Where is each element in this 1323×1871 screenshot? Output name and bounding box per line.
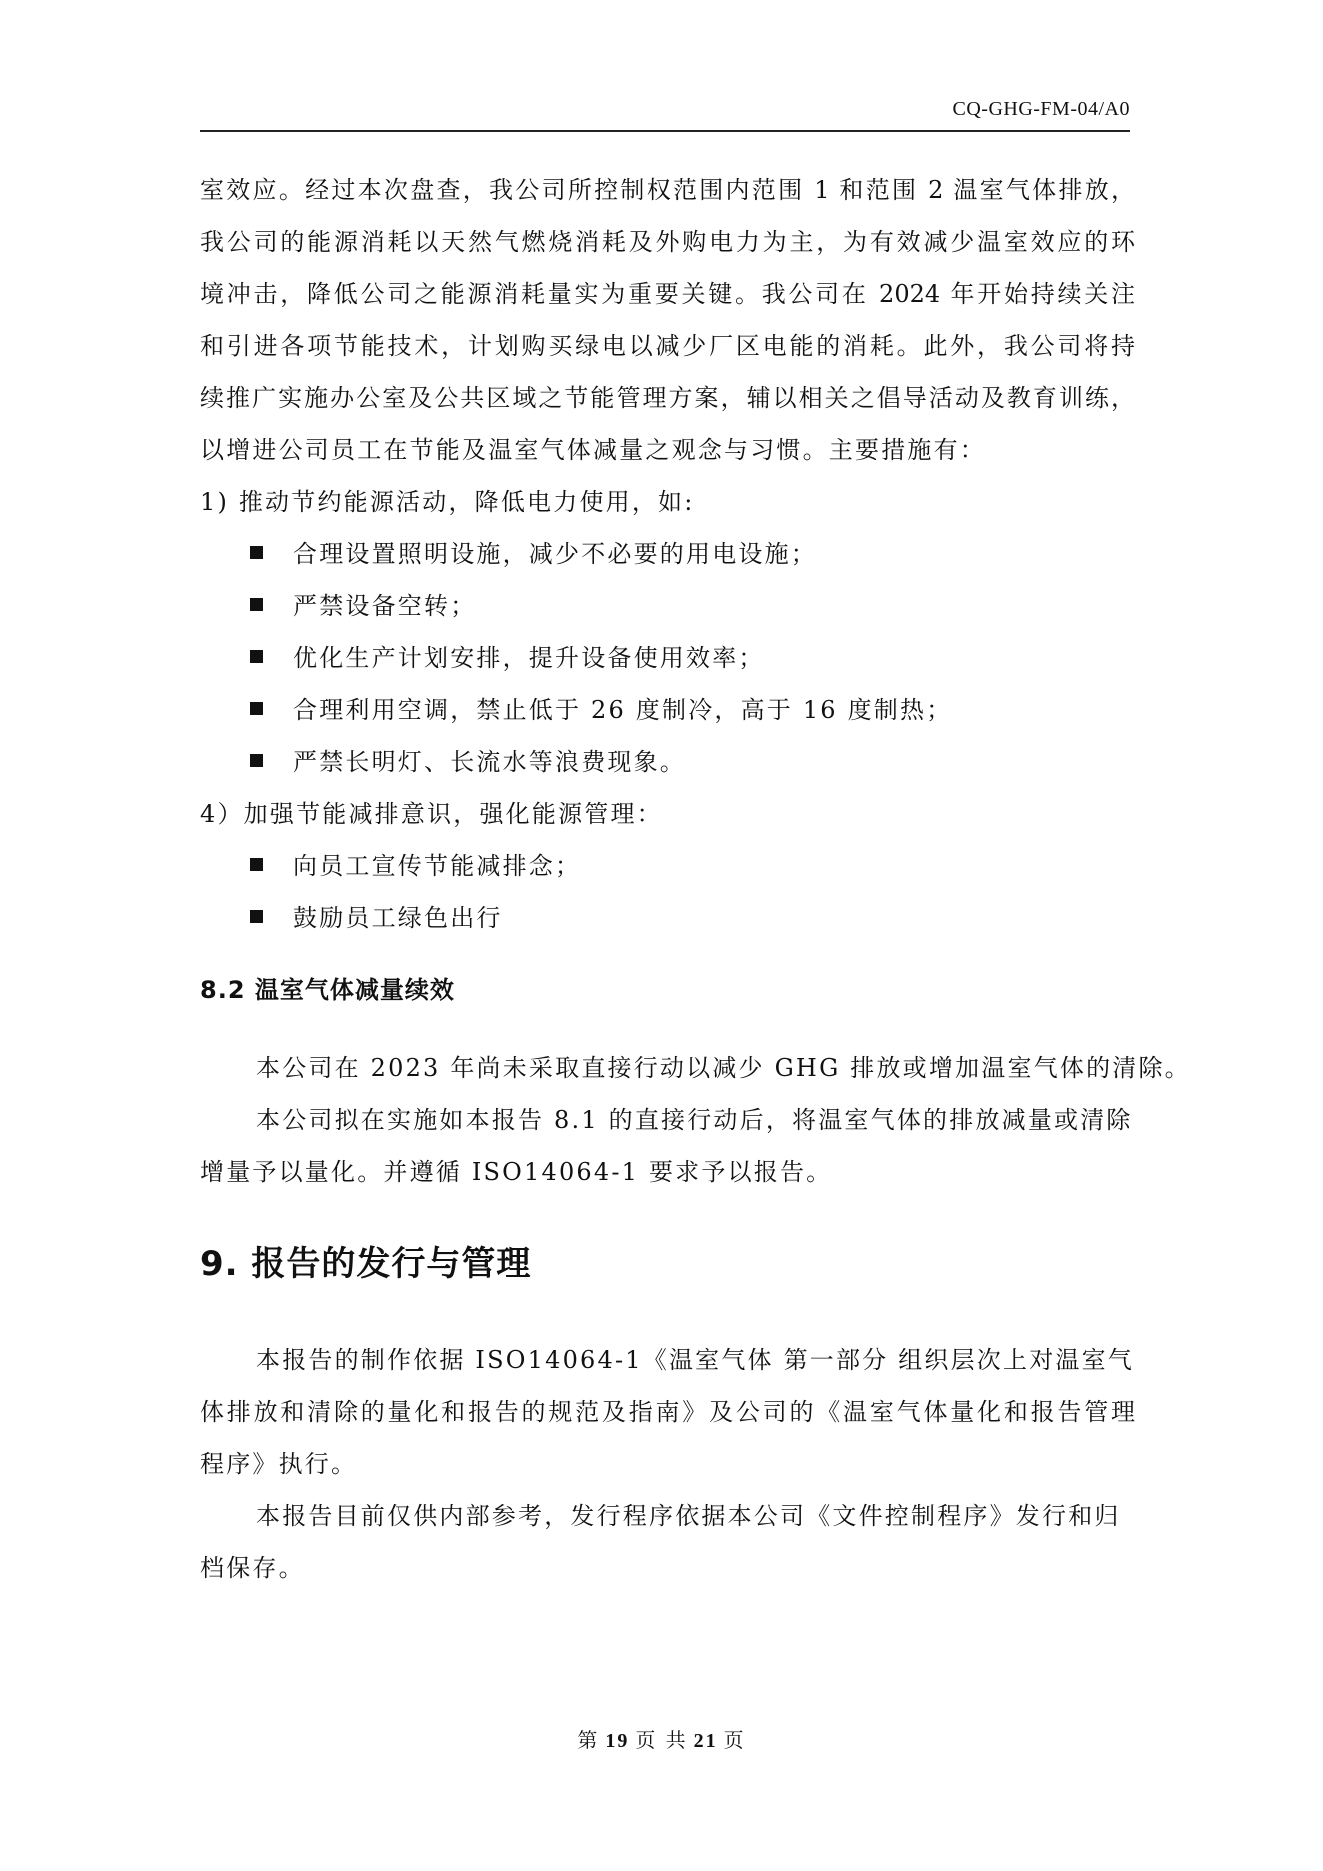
document-code: CQ-GHG-FM-04/A0	[952, 98, 1130, 120]
current-page-number: 19	[605, 1730, 630, 1752]
section-8-2-paragraph: 增量予以量化。并遵循 ISO14064-1 要求予以报告。	[200, 1158, 833, 1186]
section-9-paragraph: 本报告的制作依据 ISO14064-1《温室气体 第一部分 组织层次上对温室气	[256, 1346, 1135, 1374]
measure-1-title: 1) 推动节约能源活动，降低电力使用，如:	[200, 488, 695, 516]
intro-line: 和引进各项节能技术，计划购买绿电以减少厂区电能的消耗。此外，我公司将持	[200, 332, 1135, 360]
section-9-paragraph: 体排放和清除的量化和报告的规范及指南》及公司的《温室气体量化和报告管理	[200, 1398, 1135, 1426]
measure-1-item: 严禁设备空转；	[200, 580, 1135, 632]
square-bullet-icon	[250, 754, 263, 767]
document-code-header	[200, 98, 1130, 132]
measure-4-title: 4）加强节能减排意识，强化能源管理：	[200, 800, 663, 828]
square-bullet-icon	[250, 702, 263, 715]
square-bullet-icon	[250, 546, 263, 559]
measure-4-item: 鼓励员工绿色出行	[200, 892, 1135, 944]
section-8-2-heading: 8.2 温室气体减量续效	[200, 976, 455, 1004]
measure-4-item: 向员工宣传节能减排念；	[200, 840, 1135, 892]
square-bullet-icon	[250, 598, 263, 611]
measure-1-item: 严禁长明灯、长流水等浪费现象。	[200, 736, 1135, 788]
section-9-paragraph: 程序》执行。	[200, 1450, 358, 1478]
section-9-paragraph: 档保存。	[200, 1554, 305, 1582]
intro-line: 境冲击，降低公司之能源消耗量实为重要关键。我公司在 2024 年开始持续关注	[200, 280, 1135, 308]
measure-1-item: 合理设置照明设施，减少不必要的用电设施；	[200, 528, 1135, 580]
square-bullet-icon	[250, 858, 263, 871]
square-bullet-icon	[250, 910, 263, 923]
section-8-2-paragraph: 本公司拟在实施如本报告 8.1 的直接行动后，将温室气体的排放减量或清除	[256, 1106, 1133, 1134]
measure-1-item: 优化生产计划安排，提升设备使用效率；	[200, 632, 1135, 684]
intro-line: 我公司的能源消耗以天然气燃烧消耗及外购电力为主，为有效减少温室效应的环	[200, 228, 1135, 256]
square-bullet-icon	[250, 650, 263, 663]
section-8-2-paragraph: 本公司在 2023 年尚未采取直接行动以减少 GHG 排放或增加温室气体的清除。	[256, 1054, 1191, 1082]
intro-line: 续推广实施办公室及公共区域之节能管理方案，辅以相关之倡导活动及教育训练，	[200, 384, 1135, 412]
page-number-footer: 第 19 页 共 21 页	[577, 1728, 746, 1752]
intro-line: 室效应。经过本次盘查，我公司所控制权范围内范围 1 和范围 2 温室气体排放，	[200, 176, 1135, 204]
section-9-heading: 9. 报告的发行与管理	[200, 1244, 532, 1284]
section-9-paragraph: 本报告目前仅供内部参考，发行程序依据本公司《文件控制程序》发行和归	[256, 1502, 1121, 1530]
measure-1-item: 合理利用空调，禁止低于 26 度制冷，高于 16 度制热；	[200, 684, 1135, 736]
intro-line: 以增进公司员工在节能及温室气体减量之观念与习惯。主要措施有：	[200, 436, 986, 464]
total-page-number: 21	[693, 1730, 718, 1752]
page-content	[200, 164, 1191, 1594]
